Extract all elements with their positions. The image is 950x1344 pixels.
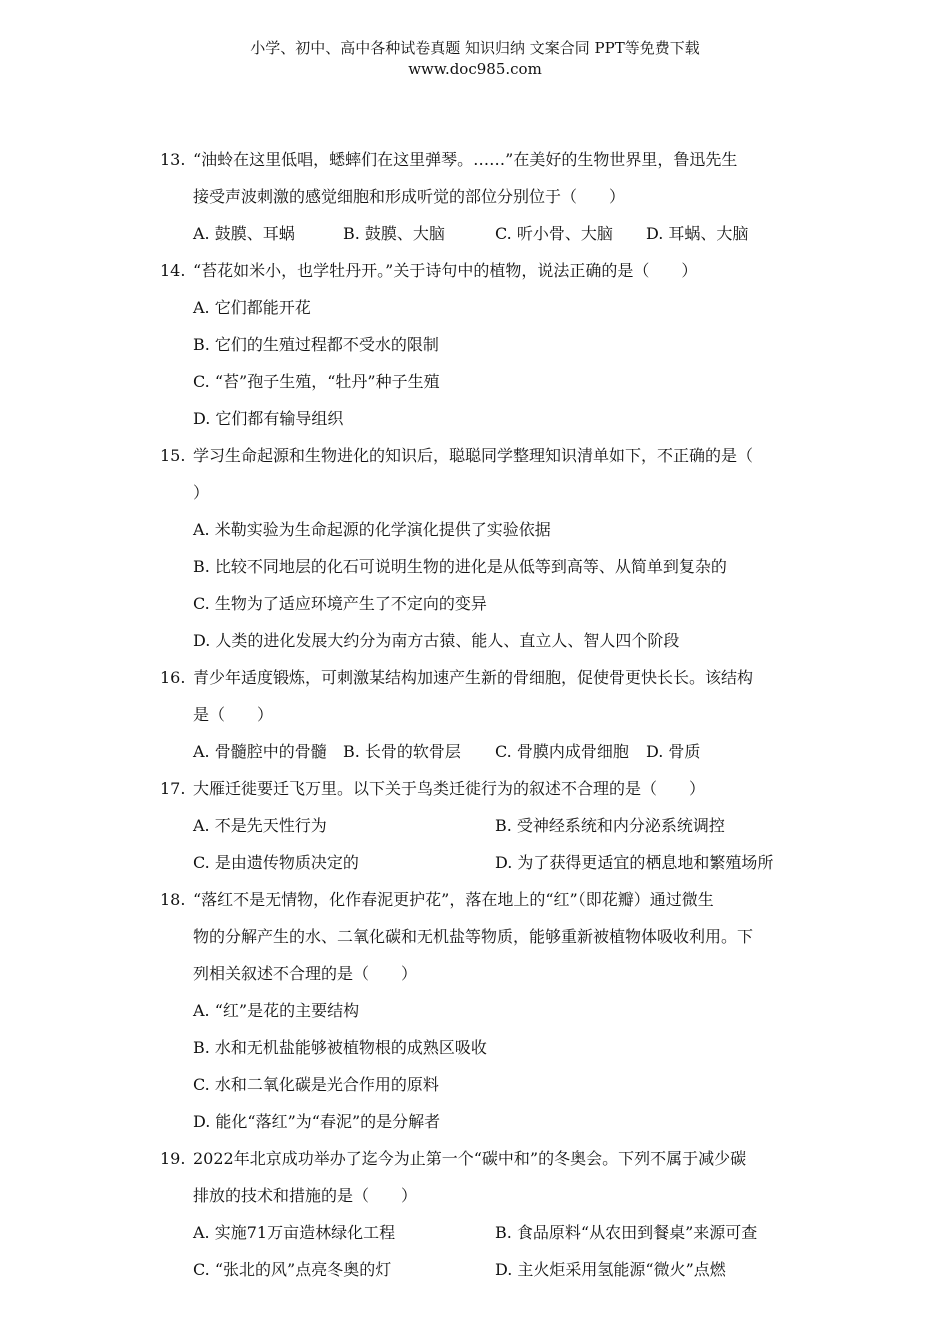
option-c[interactable]: C. 水和二氧化碳是光合作用的原料 [193, 1075, 439, 1094]
option-b[interactable]: B. 它们的生殖过程都不受水的限制 [193, 335, 439, 354]
question-stem: “油蛉在这里低唱，蟋蟀们在这里弹琴。……”在美好的生物世界里，鲁迅先生 [193, 150, 738, 169]
question-stem: 物的分解产生的水、二氧化碳和无机盐等物质，能够重新被植物体吸收利用。下 [193, 927, 754, 946]
option-row [160, 844, 800, 881]
option-row [160, 215, 800, 252]
question-stem: 学习生命起源和生物进化的知识后，聪聪同学整理知识清单如下，不正确的是（ [193, 446, 754, 465]
question-stem: 2022年北京成功举办了迄今为止第一个“碳中和”的冬奥会。下列不属于减少碳 [193, 1149, 747, 1168]
question-number: 18. [160, 890, 186, 909]
option-a[interactable]: A. 它们都能开花 [193, 298, 311, 317]
question-number: 13. [160, 150, 186, 169]
option-b[interactable]: B. 鼓膜、大脑 [343, 224, 445, 243]
option-b[interactable]: B. 受神经系统和内分泌系统调控 [495, 816, 725, 835]
question-number: 15. [160, 446, 186, 465]
question-list [160, 141, 800, 1288]
option-d[interactable]: D. 耳蜗、大脑 [646, 224, 749, 243]
option-b[interactable]: B. 长骨的软骨层 [343, 742, 461, 761]
question-number: 16. [160, 668, 186, 687]
question-number: 14. [160, 261, 186, 280]
option-row [160, 1251, 800, 1288]
question-number: 17. [160, 779, 186, 798]
question-16 [160, 659, 800, 770]
header-url: www.doc985.com [408, 60, 542, 78]
question-stem: 青少年适度锻炼，可刺激某结构加速产生新的骨细胞，促使骨更快长长。该结构 [193, 668, 754, 687]
question-15 [160, 437, 800, 659]
option-c[interactable]: C. “苔”孢子生殖，“牡丹”种子生殖 [193, 372, 440, 391]
option-row [160, 733, 800, 770]
question-stem: “苔花如米小，也学牡丹开。”关于诗句中的植物，说法正确的是（ ） [193, 261, 698, 280]
question-17 [160, 770, 800, 881]
option-a[interactable]: A. “红”是花的主要结构 [193, 1001, 360, 1020]
option-c[interactable]: C. 生物为了适应环境产生了不定向的变异 [193, 594, 487, 613]
question-stem: 是（ ） [193, 705, 274, 724]
question-stem: 列相关叙述不合理的是（ ） [193, 964, 418, 983]
option-d[interactable]: D. 能化“落红”为“春泥”的是分解者 [193, 1112, 441, 1131]
option-c[interactable]: C. 骨膜内成骨细胞 [495, 742, 629, 761]
option-a[interactable]: A. 不是先天性行为 [193, 816, 327, 835]
question-stem: ） [193, 483, 210, 502]
question-number: 19. [160, 1149, 186, 1168]
option-d[interactable]: D. 它们都有输导组织 [193, 409, 344, 428]
question-13 [160, 141, 800, 252]
option-row [160, 807, 800, 844]
header-slogan: 小学、初中、高中各种试卷真题 知识归纳 文案合同 PPT等免费下载 [250, 39, 700, 57]
option-b[interactable]: B. 食品原料“从农田到餐桌”来源可查 [495, 1223, 758, 1242]
question-14 [160, 252, 800, 437]
option-c[interactable]: C. 听小骨、大脑 [495, 224, 613, 243]
option-d[interactable]: D. 为了获得更适宜的栖息地和繁殖场所 [495, 853, 774, 872]
option-a[interactable]: A. 实施71万亩造林绿化工程 [193, 1223, 396, 1242]
question-stem: “落红不是无情物，化作春泥更护花”，落在地上的“红”（即花瓣）通过微生 [193, 890, 714, 909]
option-a[interactable]: A. 骨髓腔中的骨髓 [193, 742, 327, 761]
option-b[interactable]: B. 比较不同地层的化石可说明生物的进化是从低等到高等、从简单到复杂的 [193, 557, 727, 576]
option-d[interactable]: D. 骨质 [646, 742, 701, 761]
question-stem: 大雁迁徙要迁飞万里。以下关于鸟类迁徙行为的叙述不合理的是（ ） [193, 779, 706, 798]
option-d[interactable]: D. 人类的进化发展大约分为南方古猿、能人、直立人、智人四个阶段 [193, 631, 680, 650]
question-stem: 排放的技术和措施的是（ ） [193, 1186, 418, 1205]
option-c[interactable]: C. 是由遗传物质决定的 [193, 853, 359, 872]
option-d[interactable]: D. 主火炬采用氢能源“微火”点燃 [495, 1260, 726, 1279]
option-c[interactable]: C. “张北的风”点亮冬奥的灯 [193, 1260, 392, 1279]
option-row [160, 1214, 800, 1251]
question-19 [160, 1140, 800, 1288]
option-a[interactable]: A. 米勒实验为生命起源的化学演化提供了实验依据 [193, 520, 551, 539]
option-b[interactable]: B. 水和无机盐能够被植物根的成熟区吸收 [193, 1038, 487, 1057]
question-stem: 接受声波刺激的感觉细胞和形成听觉的部位分别位于（ ） [193, 187, 626, 206]
option-a[interactable]: A. 鼓膜、耳蜗 [193, 224, 295, 243]
question-18 [160, 881, 800, 1140]
page-header [0, 38, 950, 80]
